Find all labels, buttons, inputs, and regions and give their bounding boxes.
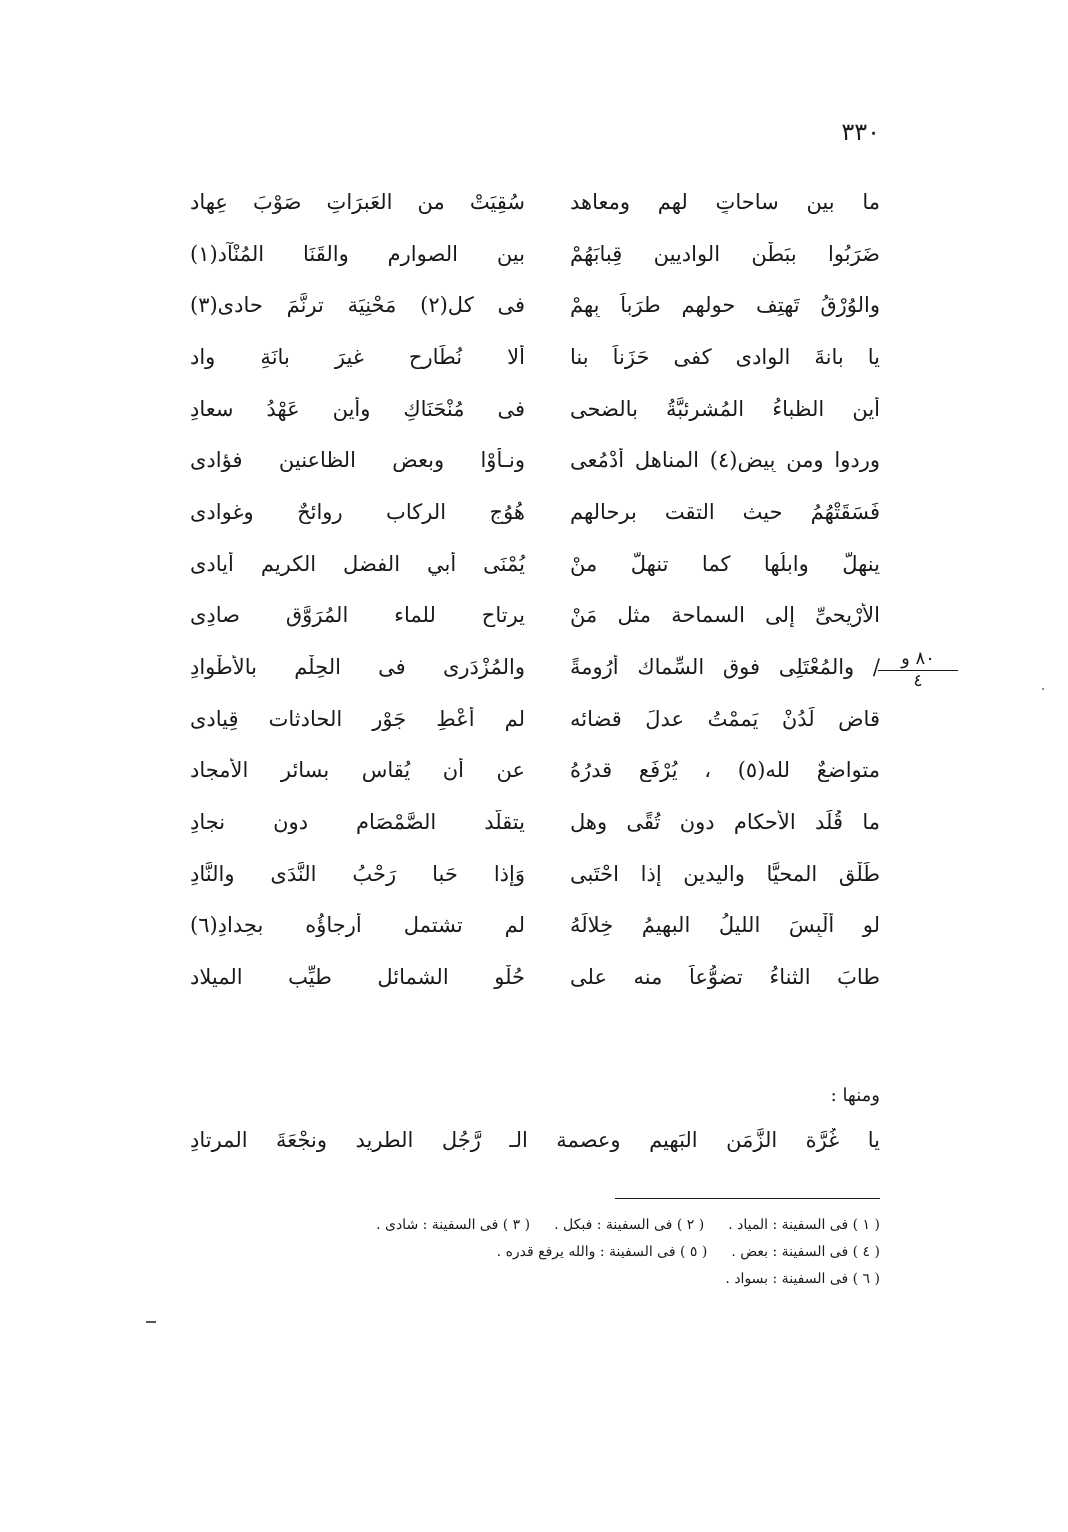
second-hemistich: عن أن يُقاس بسائر الأمجاد bbox=[190, 758, 525, 783]
footnote: ( ١ ) فى السفينة : المياد . bbox=[728, 1217, 880, 1233]
first-hemistich: قاضٍ لَدُنْ يَممْتُ عدلَ قضائه bbox=[570, 706, 880, 731]
verse-line bbox=[190, 951, 880, 1003]
second-hemistich: لم تشتمل أرجاؤُه بحِدادِ(٦) bbox=[190, 913, 525, 938]
scan-speck bbox=[146, 1321, 156, 1323]
first-hemistich: والوُرْقُ تَهتِف حولهم طرَباً بِهِمْ bbox=[570, 293, 880, 318]
second-hemistich: سُقِيَتْ من العَبرَاتِ صَوْبَ عِهاد bbox=[190, 189, 525, 214]
second-hemistich: حُلْوِ الشمائل طيِّب الميلاد bbox=[190, 965, 525, 990]
verse-line bbox=[190, 641, 880, 693]
manuscript-folio-reference bbox=[878, 648, 958, 691]
footnote: ( ٦ ) فى السفينة : بسواد . bbox=[725, 1271, 880, 1287]
verse-line bbox=[190, 796, 880, 848]
first-hemistich: طابَ الثناءُ تضوُّعاً منه على bbox=[570, 965, 880, 990]
footnote: ( ٢ ) فى السفينة : فبكل . bbox=[554, 1217, 705, 1233]
second-hemistich: ألا نُطَارِح غيرَ بانَةِ واد bbox=[190, 344, 525, 369]
first-hemistich: متواضعٌ لله(٥) ، يُرْفَع قدرُهُ bbox=[570, 758, 880, 783]
final-verse: يا غُرَّة الزَّمَن البَهيم وعصمة الـ رَّجُلِ الطريد ونجْعَةَ المرتادِ bbox=[190, 1128, 880, 1152]
second-hemistich: والمُزْدَرِى فى الحِلْمِ بالأطْوادِ bbox=[190, 655, 525, 680]
scan-speck bbox=[1042, 688, 1044, 690]
second-hemistich: يرتاح للماء المُرَوَّقِ صادِى bbox=[190, 603, 525, 628]
second-hemistich: هُوُج الركاب روائحٌ وغوادى bbox=[190, 499, 525, 524]
footnote-line bbox=[180, 1266, 880, 1293]
second-hemistich: ونـأَوْا وبعض الظاعنين فؤادى bbox=[190, 448, 525, 473]
page-number: ٣٣٠ bbox=[841, 118, 880, 146]
first-hemistich: ما بين ساحاتٍ لهم ومعاهد bbox=[570, 189, 880, 214]
second-hemistich: يتقلَّد الصَّمْصَام دون نجادِ bbox=[190, 810, 525, 835]
verse-line bbox=[190, 590, 880, 642]
first-hemistich: أين الظباءُ المُشرئبَّةُ بالضحى bbox=[570, 396, 880, 421]
section-label: ومنها : bbox=[830, 1085, 880, 1106]
first-hemistich: وردوا ومن بِيضٍ(٤) المناهل أَدْمُعى bbox=[570, 448, 880, 473]
footnote: ( ٤ ) فى السفينة : بعض . bbox=[731, 1244, 880, 1260]
first-hemistich: يا بانةَ الوادى كفى حَزَناً بنا bbox=[570, 344, 880, 369]
footnote: ( ٥ ) فى السفينة : والله يرفع قدره . bbox=[496, 1244, 708, 1260]
footnote: ( ٣ ) فى السفينة : شادى . bbox=[376, 1217, 531, 1233]
first-hemistich: لو أُلْبِسَ الليلُ البهيمُ خِلالَهُ bbox=[570, 913, 880, 938]
footnote-divider bbox=[615, 1198, 880, 1199]
verse-line bbox=[190, 745, 880, 797]
verse-line bbox=[190, 486, 880, 538]
first-hemistich: طَلْق المحيَّا واليدين إذا احْتَبى bbox=[570, 861, 880, 886]
footnote-line bbox=[180, 1212, 880, 1239]
first-hemistich: ينهلُّ وابلُها كما تنهلُّ منْ bbox=[570, 551, 880, 576]
poem-verses bbox=[190, 176, 880, 1003]
second-hemistich: بين الصوارم والقَنَا المُنْآد(١) bbox=[190, 241, 525, 266]
verse-line bbox=[190, 176, 880, 228]
verse-line bbox=[190, 538, 880, 590]
first-hemistich: / والمُعْتَلِى فوق السِّماك أَرُومةً bbox=[570, 655, 880, 680]
verse-line bbox=[190, 848, 880, 900]
second-hemistich: وَإذا حَبا رَحْبُ النَّدَى والنَّادِ bbox=[190, 861, 525, 886]
footnote-line bbox=[180, 1239, 880, 1266]
folio-number: ٨٠ و bbox=[878, 648, 958, 671]
footnotes bbox=[180, 1212, 880, 1293]
verse-line bbox=[190, 383, 880, 435]
verse-line bbox=[190, 331, 880, 383]
folio-quire: ٤ bbox=[913, 671, 923, 691]
first-hemistich: الأرْيحىِّ إلى السماحة مثلِ مَنْ bbox=[570, 603, 880, 628]
verse-line bbox=[190, 279, 880, 331]
verse-line bbox=[190, 693, 880, 745]
second-hemistich: فى مُنْحَنَاكِ وأين عَهْدُ سعادِ bbox=[190, 396, 525, 421]
second-hemistich: يُمْنَى أبي الفضل الكريم أيادى bbox=[190, 551, 525, 576]
second-hemistich: لم أُعْطِ جَوْر الحادثات قِيادى bbox=[190, 706, 525, 731]
verse-line bbox=[190, 900, 880, 952]
verse-line bbox=[190, 434, 880, 486]
verse-line bbox=[190, 228, 880, 280]
second-hemistich: فى كل(٢) مَحْنِيَة ترنَّمَ حادى(٣) bbox=[190, 293, 525, 318]
first-hemistich: ضَرَبُوا ببَطْنِ الواديينِ قِبابَهُمْ bbox=[570, 241, 880, 266]
first-hemistich: فَسَقَتْهُمُ حيث التقت برحالهم bbox=[570, 499, 880, 524]
first-hemistich: ما قُلِّد الأحكام دون تُقًى وهل bbox=[570, 810, 880, 835]
